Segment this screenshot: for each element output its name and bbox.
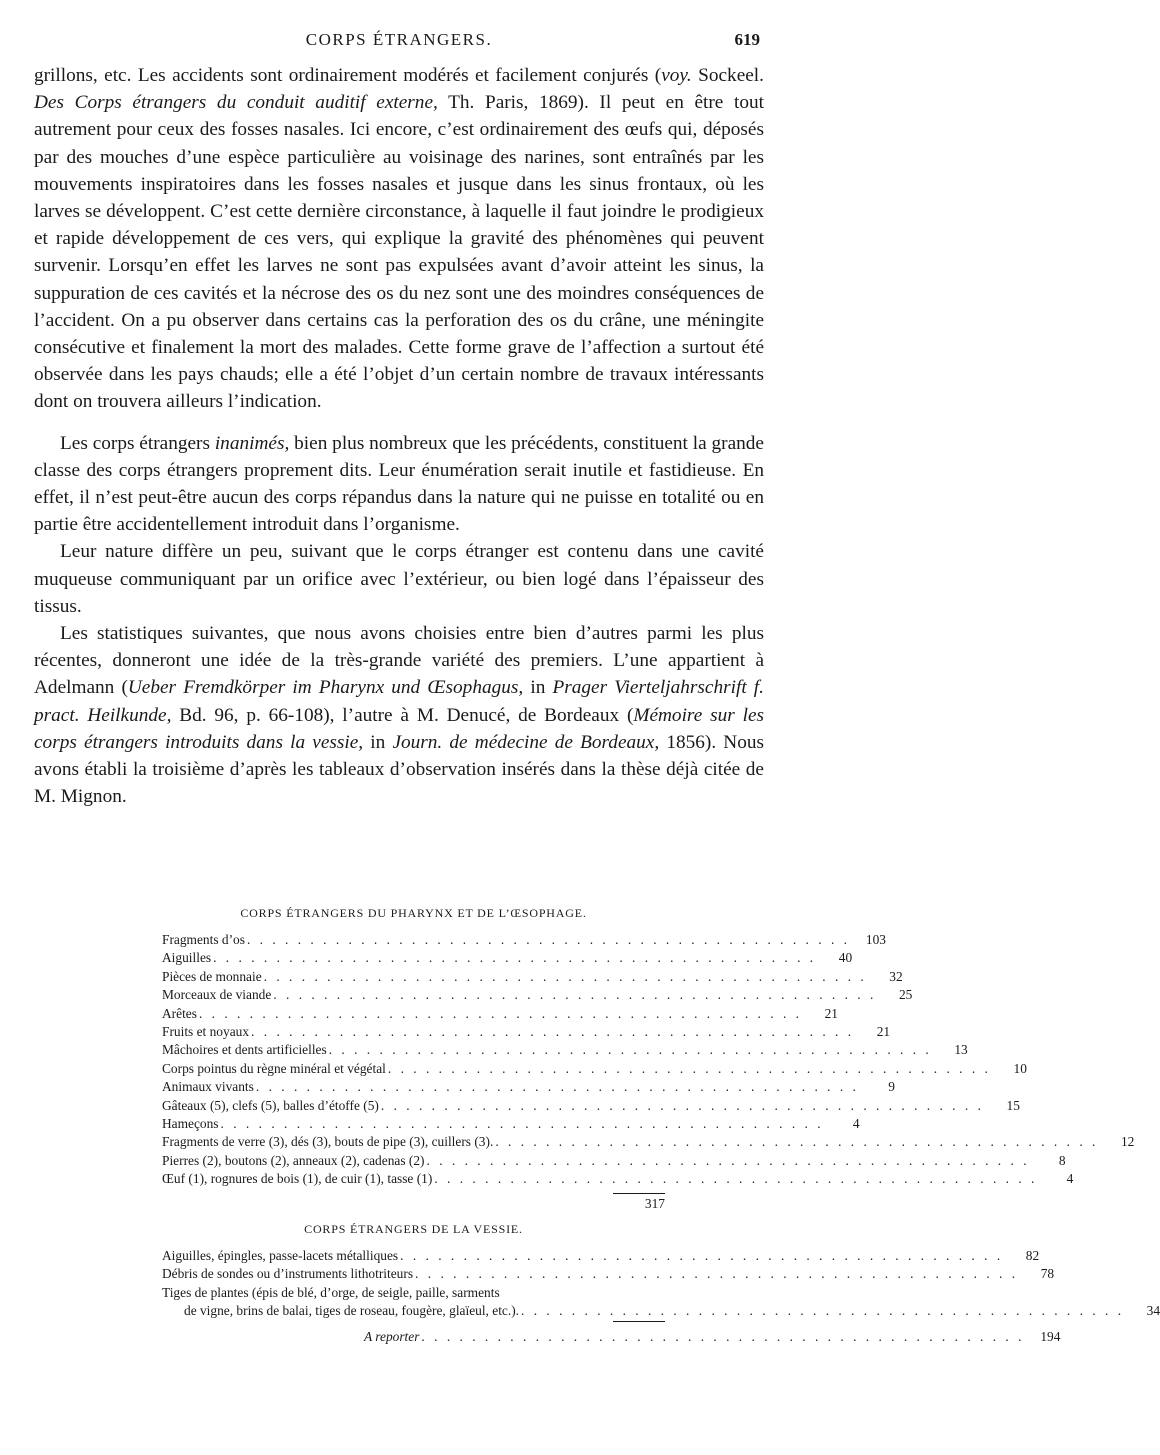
- paragraph-3: Leur nature diffère un peu, suivant que le corps étranger est contenu dans une cavité muqueuse communiquant par un orifice avec l’extérieur, ou bien logé dans l’épaisseur des tissus.: [34, 541, 764, 617]
- table-title: CORPS ÉTRANGERS DU PHARYNX ET DE L’ŒSOPHAGE.: [240, 906, 587, 920]
- table-row: Pièces de monnaie . . . 32: [162, 968, 665, 986]
- page-number: 619: [734, 30, 760, 49]
- table-row: Fragments d’os . . . 103: [162, 931, 665, 949]
- table-total: 317: [644, 1195, 665, 1211]
- table-row: Corps pointus du règne minéral et végétal . . . 10: [162, 1060, 665, 1078]
- reporter-row: A reporter . . . 194: [162, 1328, 665, 1346]
- page-header: [34, 30, 764, 54]
- table-row: Morceaux de viande . . . 25: [162, 986, 665, 1004]
- table-row: Arêtes . . . 21: [162, 1005, 665, 1023]
- table-row: Pierres (2), boutons (2), anneaux (2), cadenas (2) . . . 8: [162, 1152, 665, 1170]
- table-row: Mâchoires et dents artificielles . . . 13: [162, 1041, 665, 1059]
- paragraph-2: Les corps étrangers inanimés, bien plus nombreux que les précédents, constituent la grande classe des corps étrangers proprement dits. Leur énumération serait inutile et fastidieuse. En effet, il n’est peut-être aucun des corps répandus dans la nature qui ne puisse en totalité ou en partie être accidentellement introduit dans l’organisme.: [34, 432, 764, 536]
- table-row: Animaux vivants . . . 9: [162, 1078, 665, 1096]
- table-row: Débris de sondes ou d’instruments lithotriteurs . . . 78: [162, 1265, 665, 1283]
- paragraph-1: grillons, etc. Les accidents sont ordinairement modérés et facilement conjurés (voy. Sockeel. Des Corps étrangers du conduit auditif externe, Th. Paris, 1869). Il peut en être tout autrement pour ceux des fosses nasales. Ici encore, c’est ordinairement des œufs qui, déposés par des mouches d’une espèce particulière au voisinage des narines, sont entraînés par les mouvements inspiratoires dans les fosses nasales et jusque dans les sinus frontaux, où les larves se développent. C’est cette dernière circonstance, à laquelle il faut joindre le prodigieux et rapide développement de ces vers, qui explique la gravité des phénomènes qui peuvent survenir. Lorsqu’en effet les larves ne sont pas expulsées avant d’avoir atteint les sinus, la suppuration de ces cavités et la nécrose des os du nez sont une des moindres conséquences de l’accident. On a pu observer dans certains cas la perforation des os du crâne, une méningite consécutive et finalement la mort des malades. Cette forme grave de l’affection a surtout été observée dans les pays chauds; elle a été l’objet d’un certain nombre de travaux intéressants dont on trouvera ailleurs l’indication.: [34, 65, 764, 413]
- running-title: CORPS ÉTRANGERS.: [305, 30, 493, 49]
- table-title: CORPS ÉTRANGERS DE LA VESSIE.: [304, 1222, 523, 1236]
- table-rows: [162, 931, 1135, 1189]
- table-row: Fragments de verre (3), dés (3), bouts de pipe (3), cuillers (3). . . . 12: [162, 1133, 665, 1151]
- reporter-rule: [613, 1321, 665, 1322]
- table-row: Fruits et noyaux . . . 21: [162, 1023, 665, 1041]
- paragraph-4: Les statistiques suivantes, que nous avons choisies entre bien d’autres parmi les plus récentes, donneront une idée de la très-grande variété des premiers. L’une appartient à Adelmann (Ueber Fremdkörper im Pharynx und Œsophagus, in Prager Vierteljahrschrift f. pract. Heilkunde, Bd. 96, p. 66-108), l’autre à M. Denucé, de Bordeaux (Mémoire sur les corps étrangers introduits dans la vessie, in Journ. de médecine de Bordeaux, 1856). Nous avons établi la troisième d’après les tableaux d’observation insérés dans la thèse déjà citée de M. Mignon.: [34, 623, 765, 808]
- table-row: Tiges de plantes (épis de blé, d’orge, de seigle, paille, sarments de vigne, brins de balai, tiges de roseau, fougère, glaïeul, etc.). . . . 34: [162, 1284, 665, 1321]
- table-row: Aiguilles . . . 40: [162, 949, 665, 967]
- table-vessie: [162, 1222, 1160, 1346]
- table-row: Hameçons . . . 4: [162, 1115, 665, 1133]
- body-text: [34, 62, 764, 810]
- table-row: Gâteaux (5), clefs (5), balles d’étoffe (5) . . . 15: [162, 1097, 665, 1115]
- table-row: Œuf (1), rognures de bois (1), de cuir (1), tasse (1) . . . 4: [162, 1170, 665, 1188]
- table-pharynx-oesophage: [162, 906, 1135, 1214]
- table-row: Aiguilles, épingles, passe-lacets métalliques . . . 82: [162, 1247, 665, 1265]
